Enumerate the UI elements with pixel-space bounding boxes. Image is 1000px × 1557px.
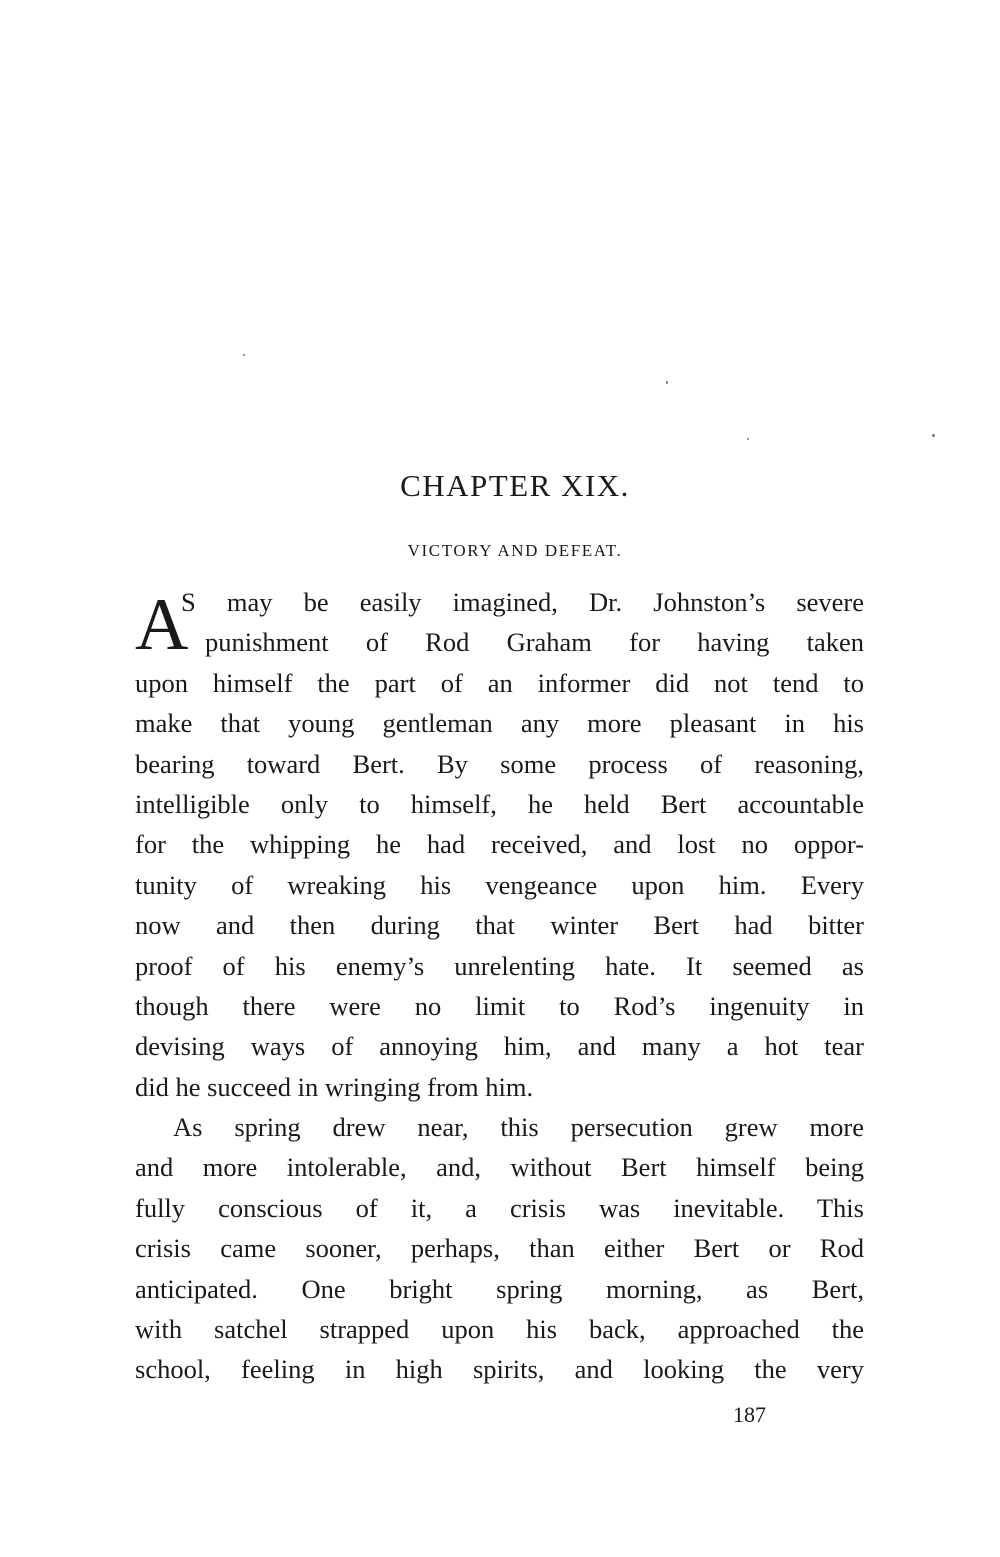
- text-line: upon himself the part of an informer did not tend to: [135, 667, 864, 698]
- text-line: proof of his enemy’s unrelenting hate. It seemed as: [135, 950, 864, 981]
- text-line: devising ways of annoying him, and many a hot tear: [135, 1031, 864, 1062]
- chapter-title: CHAPTER XIX.: [400, 468, 630, 503]
- text-line: punishment of Rod Graham for having taken: [205, 627, 864, 658]
- paper-speck: [747, 438, 749, 440]
- text-line: fully conscious of it, a crisis was inevitable. This: [135, 1192, 864, 1223]
- text-line: intelligible only to himself, he held Bert accountable: [135, 788, 864, 819]
- text-line: school, feeling in high spirits, and looking the very: [135, 1354, 864, 1385]
- text-line: tunity of wreaking his vengeance upon him. Every: [135, 869, 864, 900]
- paper-speck: [666, 381, 668, 384]
- text-line: now and then during that winter Bert had bitter: [135, 910, 864, 941]
- chapter-subtitle: VICTORY AND DEFEAT.: [407, 541, 623, 560]
- text-line: bearing toward Bert. By some process of reasoning,: [135, 748, 864, 779]
- text-line: anticipated. One bright spring morning, as Bert,: [135, 1273, 864, 1304]
- paper-speck: [932, 434, 935, 437]
- text-line: for the whipping he had received, and lost no oppor-: [135, 829, 864, 860]
- text-line: make that young gentleman any more pleasant in his: [135, 708, 864, 739]
- text-line: did he succeed in wringing from him.: [135, 1071, 534, 1102]
- drop-cap: A: [135, 584, 189, 666]
- paragraph-2: [135, 1107, 864, 1390]
- page-number: 187: [733, 1402, 766, 1427]
- text-line: though there were no limit to Rod’s ingenuity in: [135, 990, 864, 1021]
- body-text: [135, 568, 864, 1390]
- text-line: and more intolerable, and, without Bert himself being: [135, 1152, 864, 1183]
- text-line: with satchel strapped upon his back, approached the: [135, 1314, 864, 1345]
- paragraph-1: [135, 582, 864, 1107]
- text-line: As spring drew near, this persecution grew more: [173, 1112, 864, 1143]
- paper-speck: [243, 354, 245, 356]
- text-line: crisis came sooner, perhaps, than either Bert or Rod: [135, 1233, 864, 1264]
- text-line: S may be easily imagined, Dr. Johnston’s severe: [181, 587, 864, 617]
